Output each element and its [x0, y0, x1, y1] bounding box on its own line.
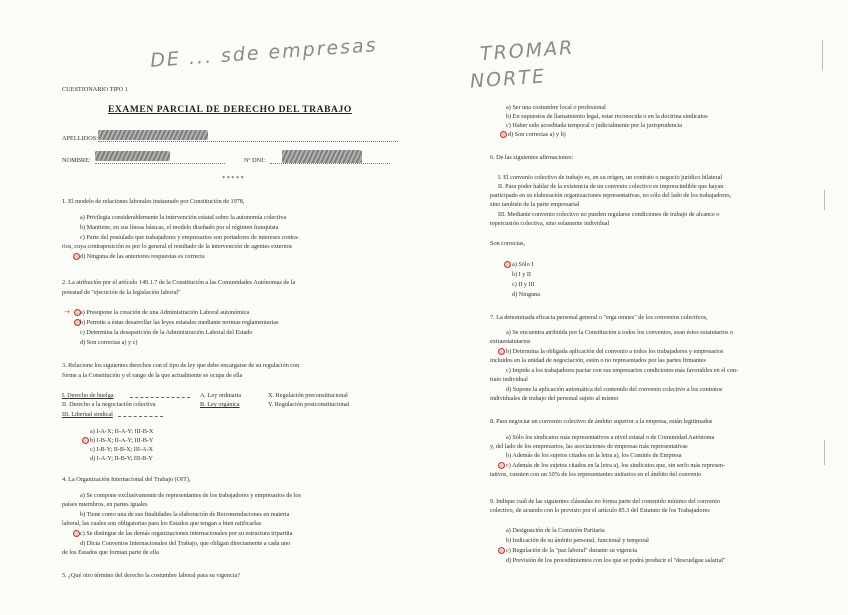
q6-statement-ii-cont2: sino también de la parte empresarial	[490, 201, 580, 208]
q8-option-a-cont: y, del lado de los empresarios, las asociaciones de empresas más representativas	[490, 443, 688, 450]
q8-option-c[interactable]: c) Además de los sujetos citados en la letra a), los sindicatos que, sin serlo más represen-	[506, 462, 725, 469]
q9-option-b[interactable]: b) Indicación de su ámbito personal, funcional y temporal	[506, 537, 649, 544]
q8-option-c-cont: tativos, cuenten con un 10% de los representantes unitarios en el ámbito del convenio	[490, 471, 702, 478]
q6-statement-ii: II. Para poder hablar de la existencia de un convenio colectivo es imprescindible que hayan	[498, 183, 724, 190]
q7-option-b[interactable]: b) Determina la obligada aplicación del convenio a todos los trabajadores y empresarios	[506, 348, 724, 355]
q3-stem-cont: forme a la Constitución y el rango de la que actualmente se ocupa de ella	[62, 372, 243, 379]
q3-law-a: A. Ley ordinaria	[200, 392, 241, 399]
q6-statement-iii-cont: repercusión colectiva, sino solamente individual	[490, 220, 610, 227]
answer-mark-q5	[500, 131, 507, 138]
q6-statement-i: I. El convenio colectivo de trabajo es, en su origen, un contrato o negocio jurídico bilateral	[498, 174, 723, 181]
q2-option-b[interactable]: b) Permite a éstas desarrollar las leyes estatales mediante normas reglamentarias	[80, 319, 279, 326]
q1-option-b[interactable]: b) Mantiene, en sus líneas básicas, el modelo diseñado por el régimen franquista	[80, 224, 279, 231]
answer-mark-q7	[498, 348, 505, 355]
dni-label: Nº DNI:	[244, 157, 266, 164]
q7-option-c-cont: trato individual	[490, 376, 528, 383]
q1-option-a[interactable]: a) Privilegia considerablemente la intervención estatal sobre la autonomía colectiva	[80, 214, 287, 221]
q3-item-i: I. Derecho de huelga	[62, 392, 114, 399]
match-line-2	[118, 416, 163, 417]
q1-option-d[interactable]: d) Ninguna de las anteriores respuestas es correcta	[80, 253, 205, 260]
q8-stem: 8. Para negociar un convenio colectivo de ámbito superior a la empresa, están legitimados	[490, 418, 713, 425]
q3-option-b[interactable]: b) I-B-X; II-A-Y; III-B-Y	[90, 437, 154, 444]
nombre-line	[95, 163, 225, 164]
q9-stem: 9. Indique cuál de las siguientes cláusulas no forma parte del contenido mínimo del convenio	[490, 498, 720, 505]
q3-item-ii: II. Derecho a la negociación colectiva	[62, 401, 156, 408]
arrow-mark-q2: ➝	[64, 308, 70, 316]
q4-option-c[interactable]: c) Se distingue de las demás organizaciones internacionales por su estructura tripartita	[80, 530, 293, 537]
q3-option-a[interactable]: a) I-A-X; II-A-Y; III-B-X	[90, 428, 154, 435]
q3-stem: 3. Relacione los siguientes derechos con el tipo de ley que debe encargarse de su regulación con	[62, 362, 300, 369]
q6-correct-label: Son correctas,	[490, 240, 525, 247]
q4-option-a-cont: países miembros, en partes iguales	[62, 501, 148, 508]
q2-option-a[interactable]: a) Presupone la creación de una Administración Laboral autonómica	[80, 309, 250, 316]
q6-statement-iii: III. Mediante convenio colectivo no pueden regularse condiciones de trabajo de alcance o	[498, 211, 720, 218]
q3-reg-x: X. Regulación preconstitucional	[268, 392, 348, 399]
q9-stem-cont: colectivo, de acuerdo con lo previsto por el artículo 85.3 del Estatuto de los Trabajadores	[490, 507, 710, 514]
q7-stem: 7. La denominada eficacia personal general o "erga omnes" de los convenios colectivos,	[490, 314, 708, 321]
q3-option-d[interactable]: d) I-A-Y; II-B-Y; III-B-Y	[90, 455, 153, 462]
answer-mark-q3	[82, 437, 89, 444]
q2-stem: 2. La atribución por el artículo 149.1.7 de la Constitución a las Comunidades Autónomas de la	[62, 279, 296, 286]
q6-option-c[interactable]: c) II y III	[512, 281, 535, 288]
q4-option-d-cont: de los Estados que forman parte de ella	[62, 549, 159, 556]
redacted-name	[95, 151, 170, 161]
dni-line	[270, 163, 390, 164]
q8-option-b[interactable]: b) Además de los sujetos citados en la letra a), los Comités de Empresa	[506, 452, 682, 459]
scan-edge-mark	[824, 440, 825, 465]
match-line-1	[130, 397, 190, 398]
q7-option-a-cont: extraestatutarios	[490, 338, 531, 345]
q1-option-c[interactable]: c) Parte del postulado que trabajadores y empresarios son portadores de intereses contra-	[80, 234, 300, 241]
q5-option-c[interactable]: c) Haber sido acreditada temporal o judicialmente por la jurisprudencia	[506, 122, 683, 129]
nombre-label: NOMBRE:	[62, 157, 91, 164]
q2-stem-cont: potestad de "ejecución de la legislación laboral"	[62, 289, 181, 296]
q8-option-a[interactable]: a) Sólo los sindicatos más representativos a nivel estatal o de Comunidad Autónoma	[506, 434, 715, 441]
q3-law-b: B. Ley orgánica	[200, 401, 240, 408]
q6-option-a[interactable]: a) Sólo I	[512, 261, 534, 268]
q6-option-d[interactable]: d) Ninguna	[512, 291, 541, 298]
right-page	[440, 0, 848, 615]
q6-statement-ii-cont: participado en su elaboración organizaciones representativas, no sólo del lado de los trabajadores,	[490, 192, 732, 199]
q4-option-d[interactable]: d) Dicta Convenios Internacionales del Trabajo, que obligan directamente a cada uno	[80, 540, 291, 547]
q5-option-d[interactable]: d) Son correctas a) y b)	[508, 131, 566, 138]
q9-option-a[interactable]: a) Designación de la Comisión Paritaria	[506, 527, 605, 534]
exam-title: EXAMEN PARCIAL DE DERECHO DEL TRABAJO	[108, 105, 352, 115]
q2-option-c[interactable]: c) Determina la desaparición de la Administración Laboral del Estado	[80, 329, 253, 336]
q7-option-c[interactable]: c) Impide a los trabajadores pactar con sus empresarios condiciones más favorables en el con-	[506, 367, 739, 374]
apellidos-label: APELLIDOS:	[62, 135, 99, 142]
q6-stem: 6. De las siguientes afirmaciones:	[490, 154, 574, 161]
scan-edge-mark	[824, 190, 825, 210]
q7-option-b-cont: incluidos en la unidad de negociación, estén o no representados por las partes firmantes	[490, 357, 706, 364]
apellidos-line	[98, 141, 398, 142]
q4-option-b[interactable]: b) Tiene como una de sus finalidades la elaboración de Recomendaciones en materia	[80, 511, 290, 518]
q5-stem: 5. ¿Qué otro término del derecho la costumbre laboral para su vigencia?	[62, 572, 240, 579]
q9-option-d[interactable]: d) Previsión de los procedimientos con los que se podrá producir el "descuelgue salarial"	[506, 557, 726, 564]
q1-option-c-cont: rios, cuya contraposición es por lo general el resultado de la intervención de agentes externos	[62, 243, 293, 250]
answer-mark-q4	[73, 530, 80, 537]
q2-option-d[interactable]: d) Son correctas a) y c)	[80, 339, 138, 346]
q3-reg-y: Y. Regulación postconstitucional	[268, 401, 350, 408]
scan-edge-mark	[822, 40, 823, 70]
redacted-surname	[98, 130, 208, 140]
q3-option-c[interactable]: c) I-B-Y; II-B-X; III-A-X	[90, 446, 154, 453]
handwritten-annotation-1: TROMAR	[479, 36, 576, 66]
answer-mark-q9	[498, 547, 505, 554]
handwritten-annotation-top: DE ... sde empresas	[149, 34, 379, 72]
q5-option-b[interactable]: b) En supuestos de llamamiento legal, estar reconocida o en la doctrina sindicatos	[506, 113, 708, 120]
redacted-dni	[282, 150, 362, 163]
stars-divider: * * * * *	[222, 175, 244, 182]
q4-option-b-cont: laboral, las cuales son obligatorias para los Estados que tengan a bien ratificarlas	[62, 520, 262, 527]
q1-stem: 1. El modelo de relaciones laborales instaurado por Constitución de 1978,	[62, 198, 245, 205]
q9-option-c[interactable]: c) Regulación de la "paz laboral" durante su vigencia	[506, 547, 638, 554]
q5-option-a[interactable]: a) Ser una costumbre local o profesional	[506, 104, 606, 111]
answer-mark-q8	[498, 462, 505, 469]
answer-mark-q6	[504, 261, 511, 268]
q3-item-iii: III. Libertad sindical	[62, 411, 113, 418]
q7-option-d-cont: individuales de trabajo del personal sujeto al mismo	[490, 395, 619, 402]
questionnaire-label: CUESTIONARIO TIPO 1	[62, 86, 128, 93]
handwritten-annotation-2: NORTE	[469, 65, 547, 93]
q6-option-b[interactable]: b) I y II	[512, 271, 531, 278]
answer-mark-q1	[73, 253, 80, 260]
q4-stem: 4. La Organización Internacional del Trabajo (OIT),	[62, 476, 191, 483]
q4-option-a[interactable]: a) Se compone exclusivamente de representantes de los trabajadores y empresarios de los	[80, 492, 301, 499]
q7-option-a[interactable]: a) Se encuentra atribuida por la Constitución a todos los convenios, sean éstos estatutarios o	[506, 329, 734, 336]
q7-option-d[interactable]: d) Supone la aplicación automática del contenido del convenio colectivo a los contratos	[506, 386, 723, 393]
